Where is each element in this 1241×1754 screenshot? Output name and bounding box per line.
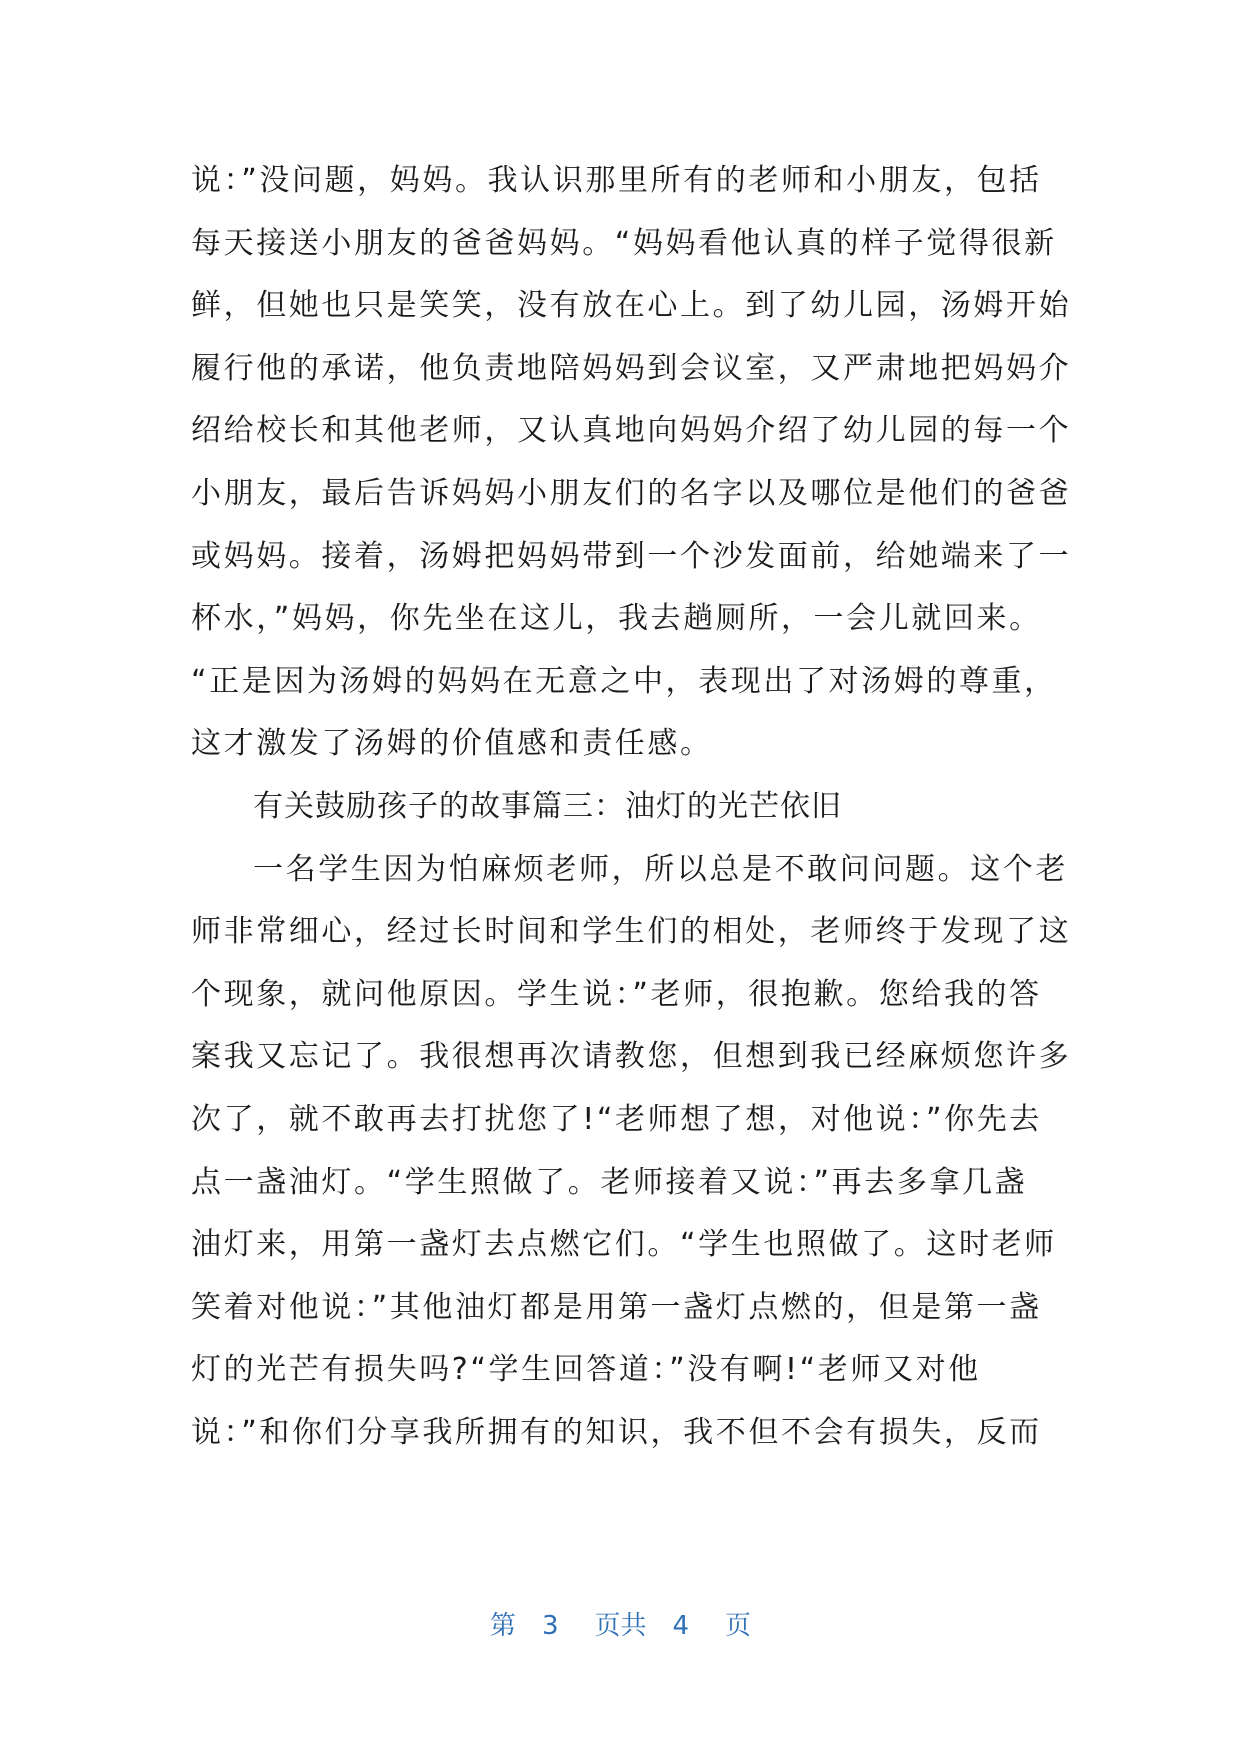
text-line: 一名学生因为怕麻烦老师，所以总是不敢问问题。这个老 (253, 851, 1068, 887)
text-line: 鲜，但她也只是笑笑，没有放在心上。到了幼儿园，汤姆开始 (191, 288, 1072, 324)
document-body (191, 150, 1071, 1464)
current-page-number: 3 (541, 1611, 559, 1641)
text-line: 说：”没问题，妈妈。我认识那里所有的老师和小朋友，包括 (191, 163, 1042, 198)
text-line: 履行他的承诺，他负责地陪妈妈到会议室，又严肃地把妈妈介 (191, 350, 1072, 386)
text-line: 个现象，就问他原因。学生说：”老师，很抱歉。您给我的答 (191, 976, 1042, 1012)
footer-suffix: 页 (725, 1611, 752, 1641)
text-line: 杯水，”妈妈，你先坐在这儿，我去趟厕所，一会儿就回来。 (191, 601, 1042, 637)
text-line: 次了，就不敢再去打扰您了!“老师想了想，对他说：”你先去 (191, 1101, 1042, 1137)
text-line: 每天接送小朋友的爸爸妈妈。“妈妈看他认真的样子觉得很新 (191, 225, 1057, 261)
text-line: 笑着对他说：”其他油灯都是用第一盏灯点燃的，但是第一盏 (191, 1289, 1042, 1325)
section-heading: 有关鼓励孩子的故事篇三：油灯的光芒依旧 (253, 788, 842, 824)
text-line: 案我又忘记了。我很想再次请教您，但想到我已经麻烦您许多 (191, 1039, 1072, 1075)
total-pages-number: 4 (672, 1611, 690, 1641)
page-footer (0, 1605, 1241, 1642)
text-line: 灯的光芒有损失吗?“学生回答道：”没有啊!“老师又对他 (191, 1352, 981, 1388)
text-line: 小朋友，最后告诉妈妈小朋友们的名字以及哪位是他们的爸爸 (191, 475, 1072, 511)
text-line: 师非常细心，经过长时间和学生们的相处，老师终于发现了这 (191, 914, 1072, 950)
text-line: 绍给校长和其他老师，又认真地向妈妈介绍了幼儿园的每一个 (191, 413, 1072, 449)
footer-prefix: 第 (489, 1611, 516, 1641)
text-line: 说：”和你们分享我所拥有的知识，我不但不会有损失，反而 (191, 1414, 1042, 1450)
text-line: 点一盏油灯。“学生照做了。老师接着又说：”再去多拿几盏 (191, 1164, 1028, 1200)
text-line: 或妈妈。接着，汤姆把妈妈带到一个沙发面前，给她端来了一 (191, 538, 1072, 574)
text-line: 这才激发了汤姆的价值感和责任感。 (191, 726, 713, 762)
text-line: 油灯来，用第一盏灯去点燃它们。“学生也照做了。这时老师 (191, 1227, 1057, 1263)
text-line: “正是因为汤姆的妈妈在无意之中，表现出了对汤姆的尊重， (191, 663, 1057, 699)
footer-middle: 页共 (594, 1611, 647, 1641)
